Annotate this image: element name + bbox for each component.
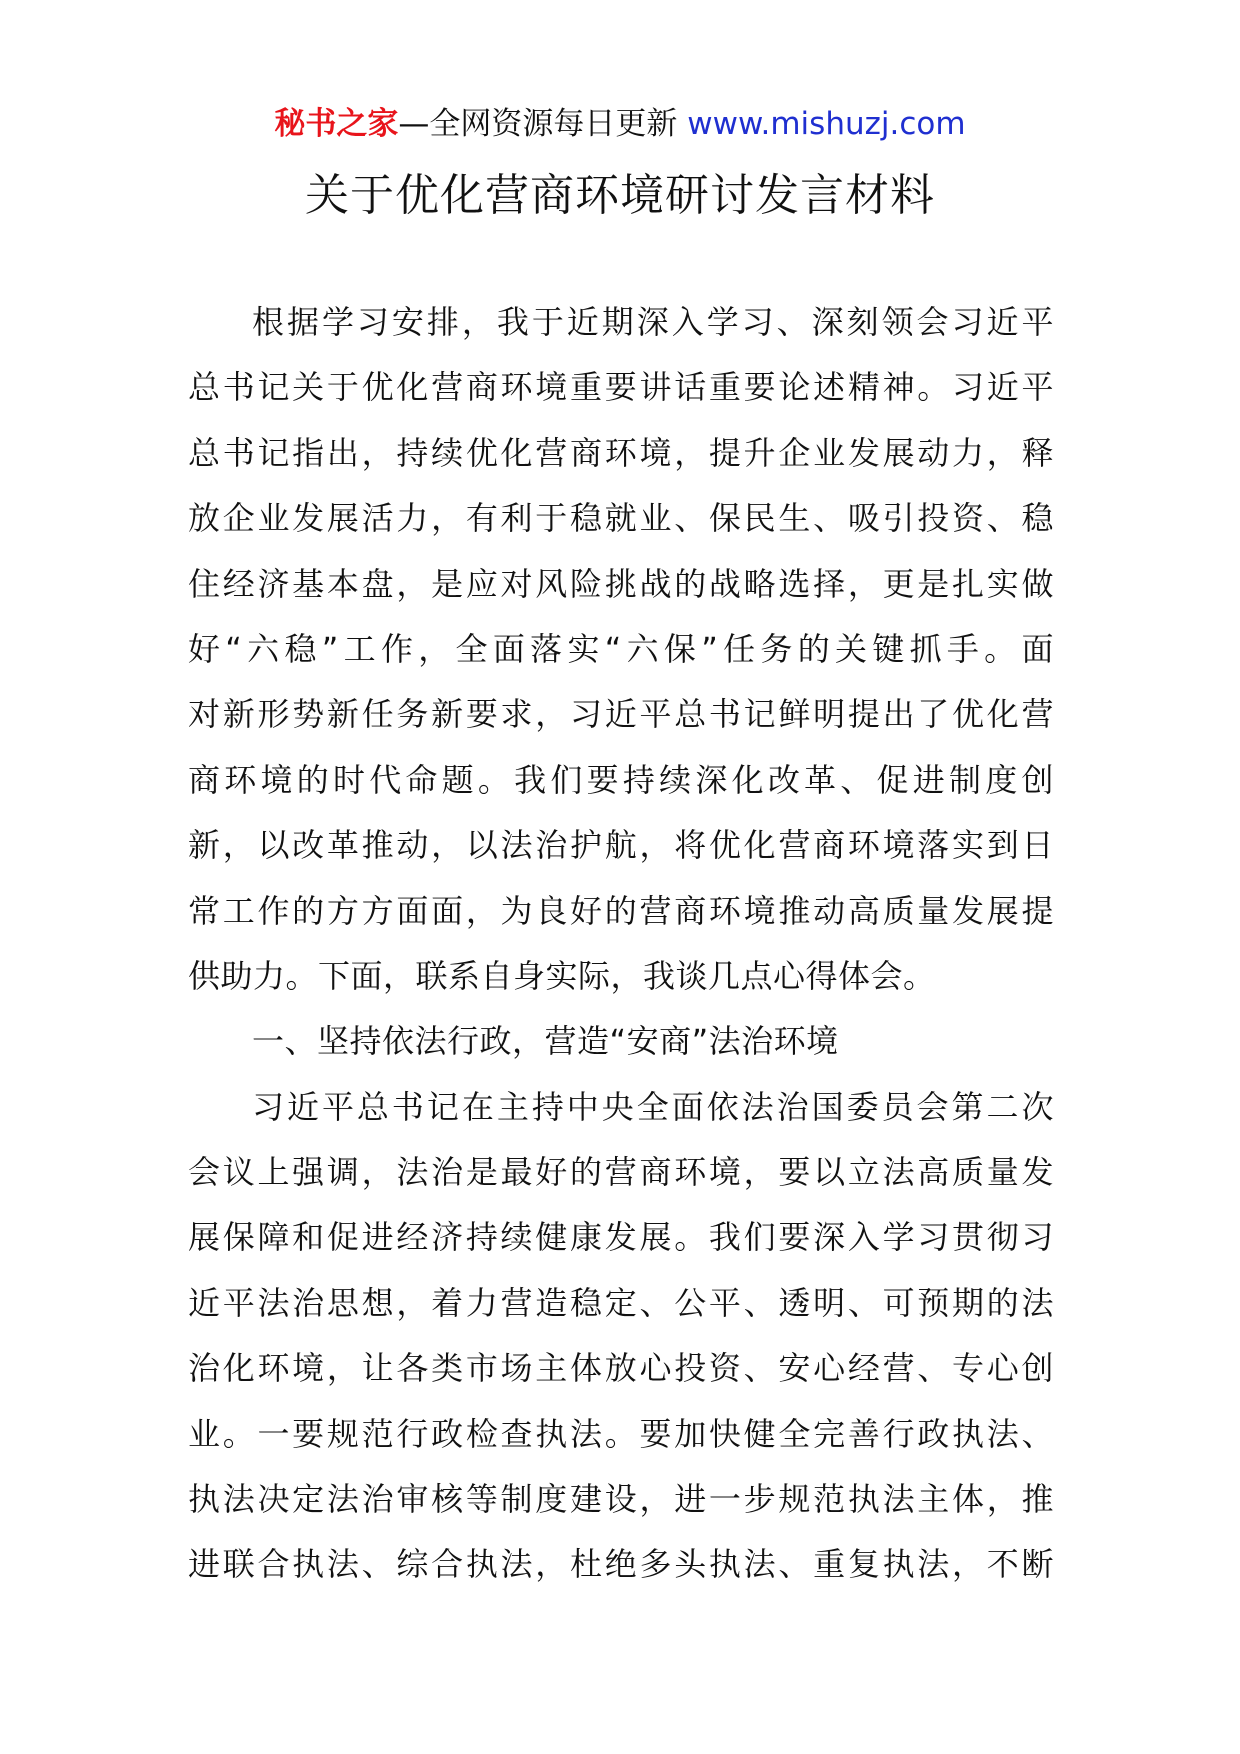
paragraph-line: 会议上强调，法治是最好的营商环境，要以立法高质量发 (188, 1153, 1054, 1192)
paragraph-line: 进联合执法、综合执法，杜绝多头执法、重复执法，不断 (188, 1545, 1054, 1584)
paragraph-line: 住经济基本盘，是应对风险挑战的战略选择，更是扎实做 (188, 564, 1054, 603)
site-header (0, 102, 1240, 146)
paragraph-line: 业。一要规范行政检查执法。要加快健全完善行政执法、 (188, 1414, 1054, 1453)
site-tagline: —全网资源每日更新 (398, 106, 688, 142)
paragraph-line: 展保障和促进经济持续健康发展。我们要深入学习贯彻习 (188, 1218, 1054, 1257)
site-url[interactable]: www.mishuzj.com (687, 106, 966, 142)
paragraph-line: 常工作的方方面面，为良好的营商环境推动高质量发展提 (188, 891, 1054, 930)
paragraph-line: 好“六稳”工作，全面落实“六保”任务的关键抓手。面 (188, 629, 1054, 668)
paragraph-line: 对新形势新任务新要求，习近平总书记鲜明提出了优化营 (188, 695, 1054, 734)
paragraph-line: 总书记指出，持续优化营商环境，提升企业发展动力，释 (188, 433, 1054, 472)
paragraph-line: 习近平总书记在主持中央全面依法治国委员会第二次 (252, 1087, 1054, 1126)
paragraph-line: 放企业发展活力，有利于稳就业、保民生、吸引投资、稳 (188, 499, 1054, 538)
paragraph-line: 执法决定法治审核等制度建设，进一步规范执法主体，推 (188, 1480, 1054, 1519)
paragraph-line: 总书记关于优化营商环境重要讲话重要论述精神。习近平 (188, 368, 1054, 407)
paragraph-line: 根据学习安排，我于近期深入学习、深刻领会习近平 (252, 303, 1054, 341)
document-body (188, 290, 1054, 1598)
paragraph-line: 新，以改革推动，以法治护航，将优化营商环境落实到日 (188, 826, 1054, 865)
section-heading: 一、坚持依法行政，营造“安商”法治环境 (252, 1022, 839, 1061)
paragraph-line: 治化环境，让各类市场主体放心投资、安心经营、专心创 (188, 1349, 1054, 1388)
paragraph-line: 商环境的时代命题。我们要持续深化改革、促进制度创 (188, 760, 1054, 799)
paragraph-line: 近平法治思想，着力营造稳定、公平、透明、可预期的法 (188, 1283, 1054, 1322)
document-title: 关于优化营商环境研讨发言材料 (305, 170, 935, 221)
paragraph-line: 供助力。下面，联系自身实际，我谈几点心得体会。 (188, 956, 936, 995)
site-brand: 秘书之家 (274, 106, 399, 142)
